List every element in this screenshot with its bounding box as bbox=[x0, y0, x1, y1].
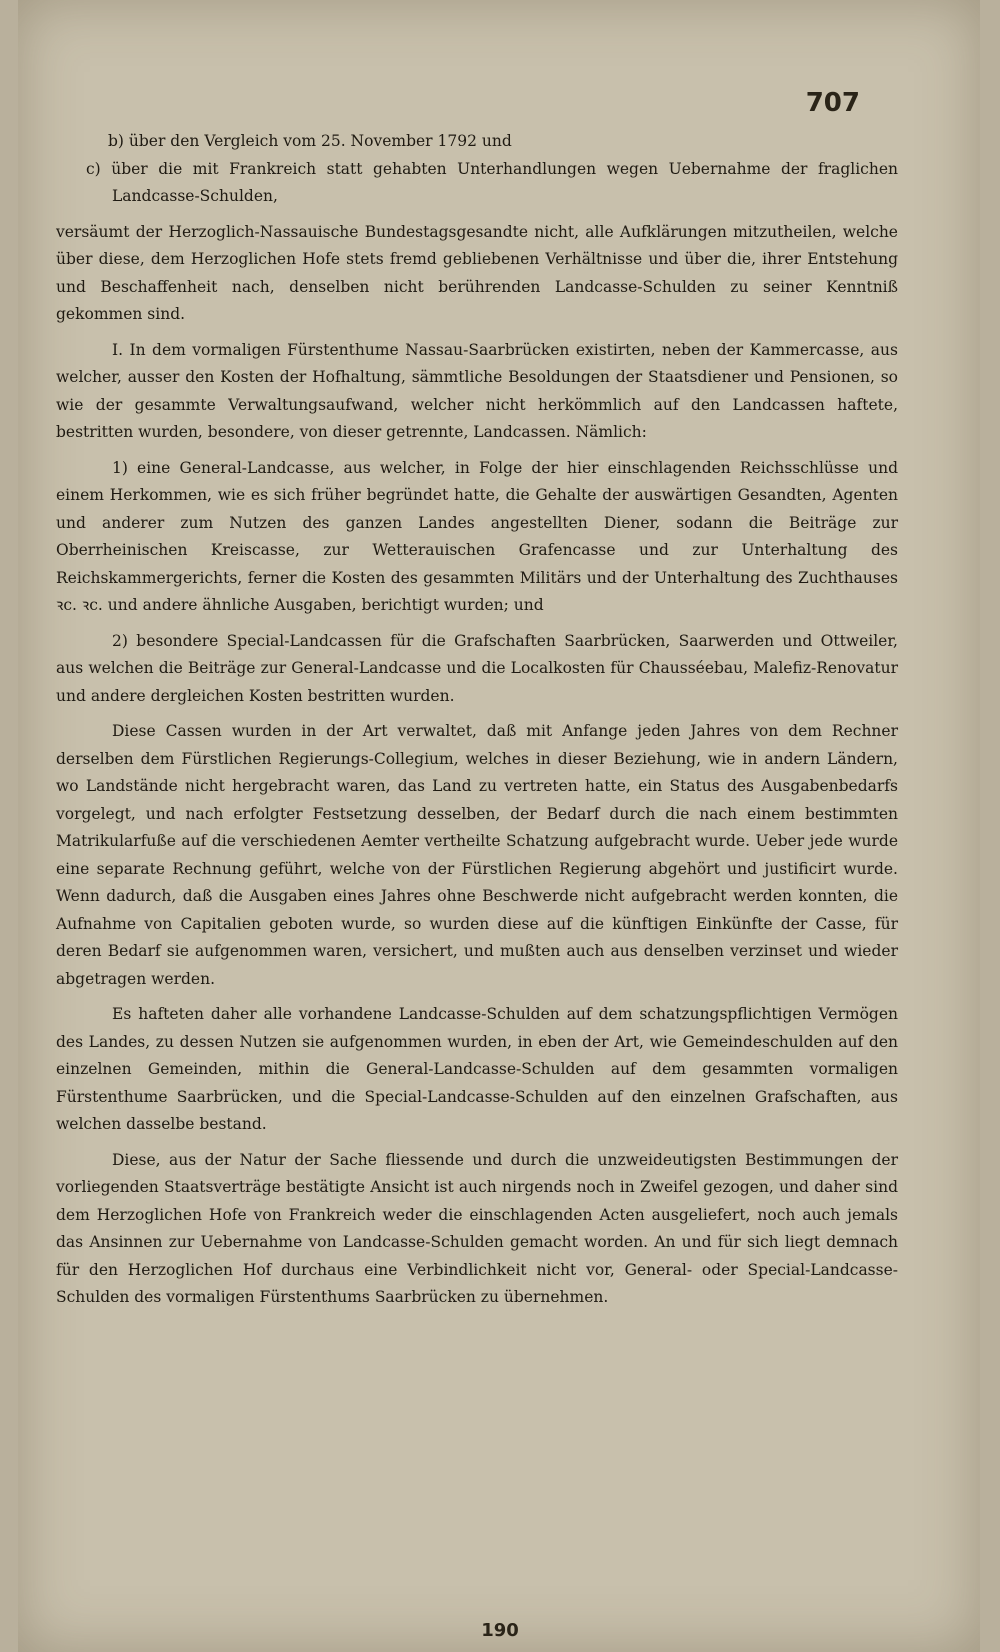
paragraph-general-landcasse: 1) eine General-Landcasse, aus welcher, in Folge der hier einschlagenden Reichsschlüsse und einem Herkommen, wie es sich früher begründet hatte, die Gehalte der auswärtigen Gesandten, Agenten und anderer zum Nutzen des ganzen Landes angestellten Diener, sodann die Beiträge zur Oberrheinischen Kreiscasse, zur Wetterauischen Grafencasse und zur Unterhaltung des Reichskammergerichts, ferner die Kosten des gesammten Militärs und der Unterhaltung des Zuchthauses ꝛc. ꝛc. und andere ähnliche Ausgaben, berichtigt wurden; und bbox=[56, 458, 898, 614]
paragraph-cassen-verwaltung: Diese Cassen wurden in der Art verwaltet, daß mit Anfange jeden Jahres von dem Rechner derselben dem Fürstlichen Regierungs-Collegium, welches in dieser Beziehung, wie in andern Ländern, wo Landstände nicht hergebracht waren, das Land zu vertreten hatte, ein Status des Ausgabenbedarfs vorgelegt, und nach erfolgter Festsetzung desselben, der Bedarf durch die nach einem bestimmten Matrikularfuße auf die verschiedenen Aemter vertheilte Schatzung aufgebracht wurde. Ueber jede wurde eine separate Rechnung geführt, welche von der Fürstlichen Regierung abgehört und justificirt wurde. Wenn dadurch, daß die Ausgaben eines Jahres ohne Beschwerde nicht aufgebracht werden konnten, die Aufnahme von Capitalien geboten wurde, so wurden diese auf die künftigen Einkünfte der Casse, für deren Bedarf sie aufgenommen waren, versichert, und mußten auch aus denselben verzinset und wieder abgetragen werden. bbox=[56, 722, 898, 988]
document-body bbox=[56, 128, 898, 1320]
paragraph-intro: versäumt der Herzoglich-Nassauische Bundestagsgesandte nicht, alle Aufklärungen mitzutheilen, welche über diese, dem Herzoglichen Hofe stets fremd gebliebenen Verhältnisse und über die, ihrer Entstehung und Beschaffenheit nach, denselben nicht berührenden Landcasse-Schulden zu seiner Kenntniß gekommen sind. bbox=[56, 222, 898, 323]
paragraph-schulden-haftung: Es hafteten daher alle vorhandene Landcasse-Schulden auf dem schatzungspflichtigen Vermögen des Landes, zu dessen Nutzen sie aufgenommen wurden, in eben der Art, wie Gemeindeschulden auf den einzelnen Gemeinden, mithin die General-Landcasse-Schulden auf dem gesammten vormaligen Fürstenthume Saarbrücken, und die Special-Landcasse-Schulden auf den einzelnen Grafschaften, aus welchen dasselbe bestand. bbox=[56, 1005, 898, 1133]
paragraph-section-I: I. In dem vormaligen Fürstenthume Nassau-Saarbrücken existirten, neben der Kammercasse, aus welcher, ausser den Kosten der Hofhaltung, sämmtliche Besoldungen der Staatsdiener und Pensionen, so wie der gesammte Verwaltungsaufwand, welcher nicht herkömmlich auf den Landcassen haftete, bestritten wurden, besondere, von dieser getrennte, Landcassen. Nämlich: bbox=[56, 340, 898, 441]
list-item-b: b) über den Vergleich vom 25. November 1792 und bbox=[108, 132, 512, 150]
paragraph-conclusion: Diese, aus der Natur der Sache fliessende und durch die unzweideutigsten Bestimmungen der vorliegenden Staatsverträge bestätigte Ansicht ist auch nirgends noch in Zweifel gezogen, und daher sind dem Herzoglichen Hofe von Frankreich weder die einschlagenden Acten ausgeliefert, noch auch jemals das Ansinnen zur Uebernahme von Landcasse-Schulden gemacht worden. An und für sich liegt demnach für den Herzoglichen Hof durchaus eine Verbindlichkeit nicht vor, General- oder Special-Landcasse-Schulden des vormaligen Fürstenthums Saarbrücken zu übernehmen. bbox=[56, 1150, 898, 1306]
document-page bbox=[18, 0, 980, 1652]
sheet-signature: 190 bbox=[481, 1620, 519, 1641]
paragraph-special-landcassen: 2) besondere Special-Landcassen für die Grafschaften Saarbrücken, Saarwerden und Ottweiler, aus welchen die Beiträge zur General-Landcasse und die Localkosten für Chausséebau, Malefiz-Renovatur und andere dergleichen Kosten bestritten wurden. bbox=[56, 631, 898, 705]
page-number: 707 bbox=[805, 88, 860, 118]
list-item-c: c) über die mit Frankreich statt gehabten Unterhandlungen wegen Uebernahme der fraglichen Landcasse-Schulden, bbox=[86, 159, 898, 205]
